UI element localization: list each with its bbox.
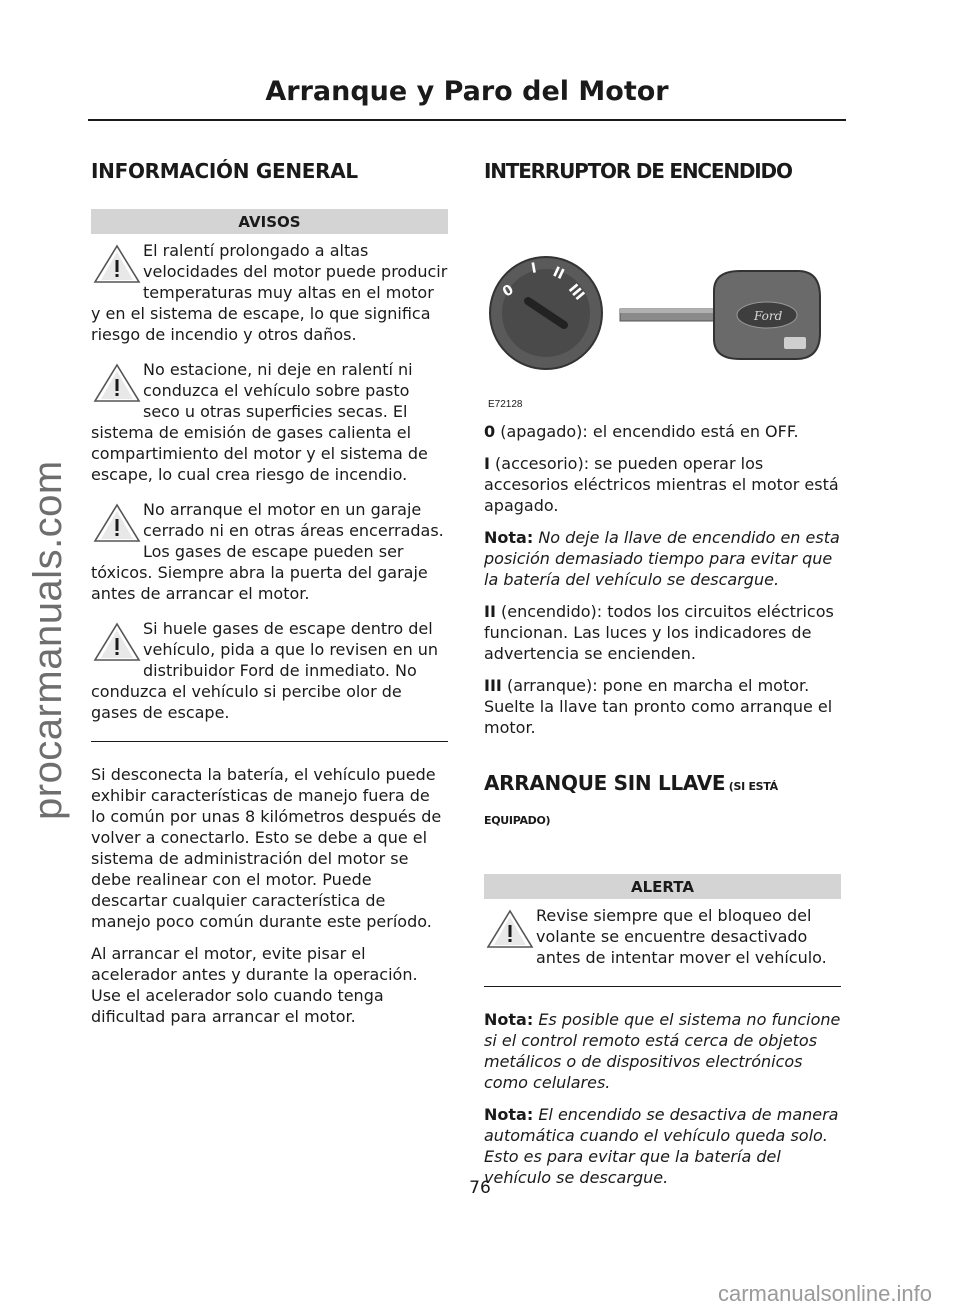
warning-item [91, 618, 448, 723]
section-heading-keyless: ARRANQUE SIN LLAVE (SI ESTÁ EQUIPADO) [484, 771, 778, 827]
section-heading-ignition: INTERRUPTOR DE ENCENDIDO [484, 159, 792, 183]
ignition-figure [484, 205, 841, 421]
warning-triangle-icon [91, 242, 143, 288]
warning-item [91, 359, 448, 485]
warnings-banner: AVISOS [91, 209, 448, 234]
position-description: 0 (apagado): el encendido está en OFF. [484, 422, 799, 441]
left-column [91, 155, 448, 1038]
position-label-2: II [550, 264, 567, 284]
note: Nota: El encendido se desactiva de manera automática cuando el vehículo queda solo. Esto es para evitar que la batería del vehículo se descargue. [484, 1105, 839, 1187]
note: Nota: Es posible que el sistema no funcione si el control remoto está cerca de objetos metálicos o de dispositivos electrónicos como celulares. [484, 1010, 841, 1092]
position-description: III (arranque): pone en marcha el motor. Suelte la llave tan pronto como arranque el motor. [484, 676, 833, 737]
warning-triangle-icon [91, 361, 143, 407]
body-paragraph: Al arrancar el motor, evite pisar el acelerador antes y durante la operación. Use el acelerador solo cuando tenga dificultad para arrancar el motor. [91, 944, 418, 1026]
position-label-0: 0 [500, 281, 517, 301]
warning-item [91, 240, 448, 345]
figure-code: E72128 [488, 399, 523, 410]
position-label-1: I [529, 260, 538, 277]
warning-item [484, 905, 841, 968]
page-number: 76 [469, 1178, 491, 1198]
note: Nota: No deje la llave de encendido en esta posición demasiado tiempo para evitar que la batería del vehículo se descargue. [484, 528, 840, 589]
right-column [484, 155, 841, 1199]
section-divider [91, 741, 448, 742]
warning-triangle-icon [484, 907, 536, 953]
warning-text: No arranque el motor en un garaje cerrado ni en otras áreas encerradas. Los gases de escape pueden ser tóxicos. Siempre abra la puerta del garaje antes de arrancar el motor. [91, 500, 444, 603]
key-brand-label: Ford [754, 309, 783, 323]
warning-item [91, 499, 448, 604]
page-title: Arranque y Paro del Motor [265, 76, 669, 107]
footer-watermark: carmanualsonline.info [717, 1281, 932, 1306]
section-divider [484, 986, 841, 987]
warning-text: No estacione, ni deje en ralentí ni conduzca el vehículo sobre pasto seco u otras superficies secas. El sistema de emisión de gases calienta el compartimiento del motor y el sistema de escape, lo cual crea riesgo de incendio. [91, 360, 428, 484]
warning-text: Si huele gases de escape dentro del vehículo, pida a que lo revisen en un distribuidor Ford de inmediato. No conduzca el vehículo si percibe olor de gases de escape. [91, 619, 439, 722]
position-label-3: III [564, 281, 588, 304]
warning-triangle-icon [91, 501, 143, 547]
ignition-switch-diagram [484, 205, 841, 395]
warning-triangle-icon [91, 620, 143, 666]
warning-text: Revise siempre que el bloqueo del volante se encuentre desactivado antes de intentar mover el vehículo. [536, 906, 827, 967]
position-description: I (accesorio): se pueden operar los accesorios eléctricos mientras el motor está apagado. [484, 454, 839, 515]
position-description: II (encendido): todos los circuitos eléctricos funcionan. Las luces y los indicadores de advertencia se encienden. [484, 602, 834, 663]
header-divider [88, 119, 846, 121]
body-paragraph: Si desconecta la batería, el vehículo puede exhibir características de manejo fuera de lo común por unas 8 kilómetros después de volver a conectarlo. Esto se debe a que el sistema de administración del motor se debe realinear con el motor. Puede descartar cualquier característica de manejo poco común durante este período. [91, 765, 442, 931]
alert-banner: ALERTA [484, 874, 841, 899]
section-heading-general: INFORMACIÓN GENERAL [91, 159, 358, 183]
side-watermark: procarmanuals.com [26, 460, 70, 820]
warning-text: El ralentí prolongado a altas velocidades del motor puede producir temperaturas muy altas en el motor y en el sistema de escape, lo que significa riesgo de incendio y otros daños. [91, 241, 448, 344]
